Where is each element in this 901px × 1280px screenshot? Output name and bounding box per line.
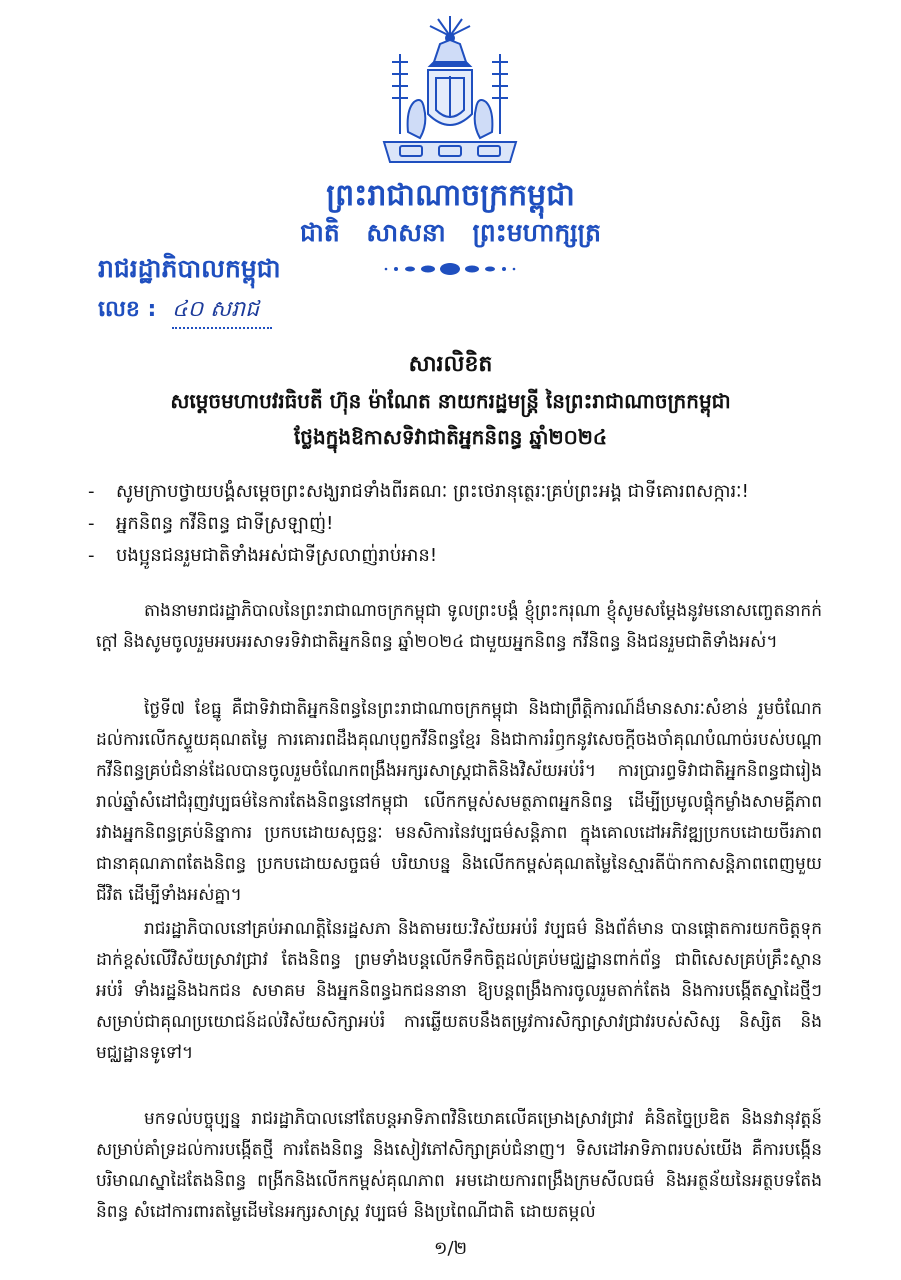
reference-label: លេខ : bbox=[98, 297, 157, 322]
national-motto: ជាតិ សាសនា ព្រះមហាក្សត្រ bbox=[300, 218, 601, 247]
reference-number-row bbox=[98, 295, 272, 329]
page-number: ១/២ bbox=[433, 1238, 468, 1259]
kingdom-name: ព្រះរាជាណាចក្រកម្ពុជា bbox=[326, 178, 575, 213]
body-paragraph-2: ថ្ងៃទី៧ ខែធ្នូ គឺជាទិវាជាតិអ្នកនិពន្ធនៃព្រះរាជាណាចក្រកម្ពុជា និងជាព្រឹត្តិការណ៍ដ៏មានសារៈសំខាន់ រួមចំណែកដល់ការលើកស្ទួយគុណតម្លៃ ការគោរពដឹងគុណបុព្វកវីនិពន្ធខ្មែរ និងជាការរំឭកនូវសេចក្តីចងចាំគុណបំណាច់របស់បណ្តាកវីនិពន្ធគ្រប់ជំនាន់ដែលបានចូលរួមចំណែកពង្រឹងអក្សរសាស្ត្រជាតិនិងវិស័យអប់រំ។ ការប្រារព្ធទិវាជាតិអ្នកនិពន្ធជារៀងរាល់ឆ្នាំសំដៅជំរុញវប្បធម៌នៃការតែងនិពន្ធនៅកម្ពុជា លើកកម្ពស់សមត្ថភាពអ្នកនិពន្ធ ដើម្បីប្រមូលផ្តុំកម្លាំងសាមគ្គីភាពរវាងអ្នកនិពន្ធគ្រប់និន្នាការ ប្រកបដោយសុច្ឆន្ទៈ មនសិការនៃវប្បធម៌សន្តិភាព ក្នុងគោលដៅអភិវឌ្ឍប្រកបដោយចីរភាព ជានាគុណភាពតែងនិពន្ធ ប្រកបដោយសច្ចធម៌ បរិយាបន្ន និងលើកកម្ពស់គុណតម្លៃនៃស្មារតីប៉ាកកាសន្តិភាពពេញមួយជីវិត ដើម្បីទាំងអស់គ្នា។ bbox=[96, 699, 822, 905]
title-line-2: ថ្លែងក្នុងឱកាសទិវាជាតិអ្នកនិពន្ធ ឆ្នាំ២០២៤ bbox=[293, 425, 608, 449]
body-paragraph-1: តាងនាមរាជរដ្ឋាភិបាលនៃព្រះរាជាណាចក្រកម្ពុជា ទូលព្រះបង្គំ ខ្ញុំព្រះករុណា ខ្ញុំសូមសម្តែងនូវមនោសញ្ចេតនាកក់ក្តៅ និងសូមចូលរួមអបអរសាទរទិវាជាតិអ្នកនិពន្ធ ឆ្នាំ២០២៤ ជាមួយអ្នកនិពន្ធ កវីនិពន្ធ និងជនរួមជាតិទាំងអស់។ bbox=[96, 601, 822, 652]
issuing-authority: រាជរដ្ឋាភិបាលកម្ពុជា bbox=[98, 254, 281, 283]
body-paragraph-4: មកទល់បច្ចុប្បន្ន រាជរដ្ឋាភិបាលនៅតែបន្តអាទិភាពវិនិយោគលើគម្រោងស្រាវជ្រាវ គំនិតច្នៃប្រឌិត និងនវានុវត្តន៍ សម្រាប់គាំទ្រដល់ការបង្កើតថ្មី ការតែងនិពន្ធ និងសៀវភៅសិក្សាគ្រប់ជំនាញ។ ទិសដៅអាទិភាពរបស់យើង គឺការបង្កើនបរិមាណស្នាដៃតែងនិពន្ធ ពង្រីកនិងលើកកម្ពស់គុណភាព អមដោយការពង្រឹងក្រមសីលធម៌ និងអត្ថន័យនៃអត្ថបទតែងនិពន្ធ សំដៅការពារតម្លៃដើមនៃអក្សរសាស្ត្រ វប្បធម៌ និងប្រពៃណីជាតិ ដោយតម្កល់ bbox=[96, 1109, 822, 1222]
ornament-divider-icon bbox=[380, 258, 520, 280]
title-line-1: សម្តេចមហាបវរធិបតី ហ៊ុន ម៉ាណែត នាយករដ្ឋមន្ត្រី នៃព្រះរាជាណាចក្រកម្ពុជា bbox=[170, 389, 731, 413]
salutation-text: សូមក្រាបថ្វាយបង្គំសម្តេចព្រះសង្ឃរាជទាំងពីរគណៈ ព្រះថេរានុត្ថេរៈគ្រប់ព្រះអង្គ ជាទីគោរពសក្ការៈ! bbox=[116, 481, 749, 502]
salutation-text: អ្នកនិពន្ធ កវីនិពន្ធ ជាទីស្រឡាញ់! bbox=[116, 513, 334, 534]
salutation-list bbox=[88, 476, 828, 572]
body-paragraph-3: រាជរដ្ឋាភិបាលនៅគ្រប់អាណត្តិនៃរដ្ឋសភា និងតាមរយៈវិស័យអប់រំ វប្បធម៌ និងព័ត៌មាន បានផ្តោតការយកចិត្តទុកដាក់ខ្ពស់លើវិស័យស្រាវជ្រាវ តែងនិពន្ធ ព្រមទាំងបន្តលើកទឹកចិត្តដល់គ្រប់មជ្ឈដ្ឋានពាក់ព័ន្ធ ជាពិសេសគ្រប់គ្រឹះស្ថានអប់រំ ទាំងរដ្ឋនិងឯកជន សមាគម និងអ្នកនិពន្ធឯកជននានា ឱ្យបន្តពង្រឹងការចូលរួមតាក់តែង និងការបង្កើតស្នាដៃថ្មីៗ សម្រាប់ជាគុណប្រយោជន៍ដល់វិស័យសិក្សាអប់រំ ការឆ្លើយតបនឹងតម្រូវការសិក្សាស្រាវជ្រាវរបស់សិស្ស និស្សិត និងមជ្ឈដ្ឋានទូទៅ។ bbox=[96, 919, 822, 1063]
salutation-item: - អ្នកនិពន្ធ កវីនិពន្ធ ជាទីស្រឡាញ់! bbox=[88, 513, 334, 534]
salutation-item: - បងប្អូនជនរួមជាតិទាំងអស់ជាទីស្រលាញ់រាប់អាន! bbox=[88, 545, 438, 566]
salutation-text: បងប្អូនជនរួមជាតិទាំងអស់ជាទីស្រលាញ់រាប់អាន! bbox=[116, 545, 438, 566]
salutation-item: - សូមក្រាបថ្វាយបង្គំសម្តេចព្រះសង្ឃរាជទាំងពីរគណៈ ព្រះថេរានុត្ថេរៈគ្រប់ព្រះអង្គ ជាទីគោរពសក្ការៈ! bbox=[88, 481, 749, 502]
document-type-heading: សារលិខិត bbox=[408, 352, 493, 377]
reference-value: ៤០ សរាជ bbox=[172, 295, 272, 329]
royal-coat-of-arms-emblem bbox=[370, 14, 530, 169]
